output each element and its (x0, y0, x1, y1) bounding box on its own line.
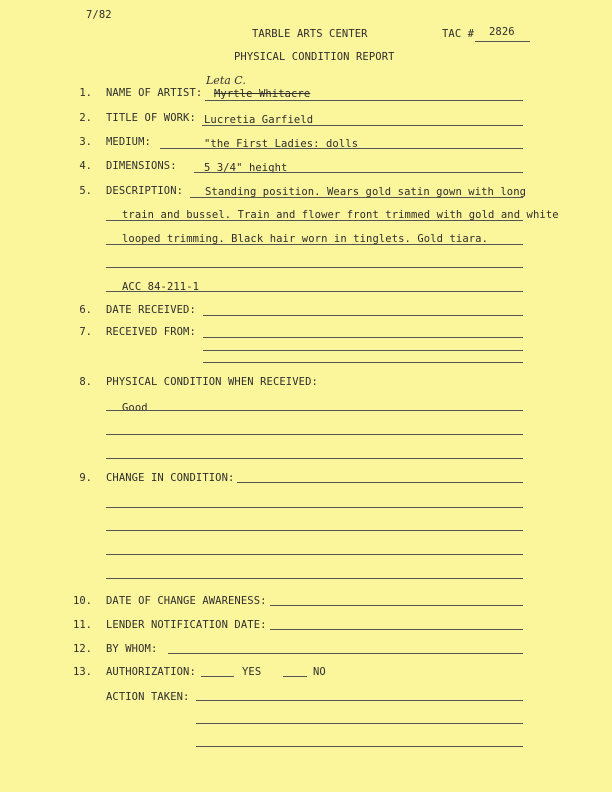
field-number: 3. (79, 136, 92, 148)
field-number: 6. (79, 304, 92, 316)
accession-number: ACC 84-211-1 (122, 281, 200, 293)
dimensions-label: DIMENSIONS: (106, 160, 177, 172)
action-taken-line-1 (196, 700, 523, 701)
field-number: 2. (79, 112, 92, 124)
by-whom-label: BY WHOM: (106, 643, 158, 655)
field-number: 11. (73, 619, 92, 631)
date-code: 7/82 (86, 9, 112, 21)
change-condition-line-1 (237, 482, 523, 483)
by-whom-line (168, 653, 523, 654)
action-taken-line-2 (196, 723, 523, 724)
field-number: 7. (79, 326, 92, 338)
title-label: TITLE OF WORK: (106, 112, 196, 124)
description-rule-2 (106, 220, 523, 221)
received-from-line-1 (203, 337, 523, 338)
center-name: TARBLE ARTS CENTER (252, 28, 368, 40)
artist-label: NAME OF ARTIST: (106, 87, 203, 99)
artist-line (205, 100, 523, 101)
change-condition-label: CHANGE IN CONDITION: (106, 472, 235, 484)
field-number: 9. (79, 472, 92, 484)
change-condition-line-4 (106, 554, 523, 555)
field-number: 13. (73, 666, 92, 678)
action-taken-line-3 (196, 746, 523, 747)
date-received-line (203, 315, 523, 316)
lender-notification-line (270, 629, 523, 630)
description-line-3: looped trimming. Black hair worn in tinglets. Gold tiara. (122, 233, 489, 245)
date-received-label: DATE RECEIVED: (106, 304, 196, 316)
description-rule-4 (106, 267, 523, 268)
tac-label: TAC # (442, 28, 475, 40)
lender-notification-label: LENDER NOTIFICATION DATE: (106, 619, 267, 631)
title-value: Lucretia Garfield (204, 114, 314, 126)
condition-received-label: PHYSICAL CONDITION WHEN RECEIVED: (106, 376, 318, 388)
artist-value: Myrtle Whitacre (214, 88, 311, 100)
field-number: 10. (73, 595, 92, 607)
field-number: 8. (79, 376, 92, 388)
authorization-no-line (283, 676, 307, 677)
change-condition-line-3 (106, 530, 523, 531)
description-line-2: train and bussel. Train and flower front trimmed with gold and white (122, 209, 559, 221)
change-condition-line-5 (106, 578, 523, 579)
field-number: 4. (79, 160, 92, 172)
condition-received-line-3 (106, 458, 523, 459)
condition-received-line-1 (106, 410, 523, 411)
tac-number-line (475, 41, 530, 42)
condition-received-value: Good (122, 402, 148, 414)
action-taken-label: ACTION TAKEN: (106, 691, 190, 703)
received-from-label: RECEIVED FROM: (106, 326, 196, 338)
dimensions-line (194, 172, 523, 173)
condition-received-line-2 (106, 434, 523, 435)
report-title: PHYSICAL CONDITION REPORT (234, 51, 395, 63)
authorization-yes-line (201, 676, 234, 677)
description-rule-5 (106, 291, 523, 292)
medium-value: "the First Ladies: dolls (204, 138, 359, 150)
authorization-label: AUTHORIZATION: (106, 666, 196, 678)
authorization-yes: YES (242, 666, 262, 678)
tac-number: 2826 (489, 26, 515, 38)
field-number: 12. (73, 643, 92, 655)
medium-line (160, 148, 523, 149)
medium-label: MEDIUM: (106, 136, 151, 148)
change-awareness-line (270, 605, 523, 606)
artist-handwritten-correction: Leta C. (206, 74, 246, 87)
description-rule-3 (106, 244, 523, 245)
description-rule-1 (190, 197, 523, 198)
title-line (202, 125, 523, 126)
change-awareness-label: DATE OF CHANGE AWARENESS: (106, 595, 267, 607)
received-from-line-2 (203, 350, 523, 351)
field-number: 1. (79, 87, 92, 99)
description-line-1: Standing position. Wears gold satin gown with long (205, 186, 527, 198)
authorization-no: NO (313, 666, 326, 678)
dimensions-value: 5 3/4" height (204, 162, 288, 174)
received-from-line-3 (203, 362, 523, 363)
field-number: 5. (79, 185, 92, 197)
change-condition-line-2 (106, 507, 523, 508)
description-label: DESCRIPTION: (106, 185, 184, 197)
